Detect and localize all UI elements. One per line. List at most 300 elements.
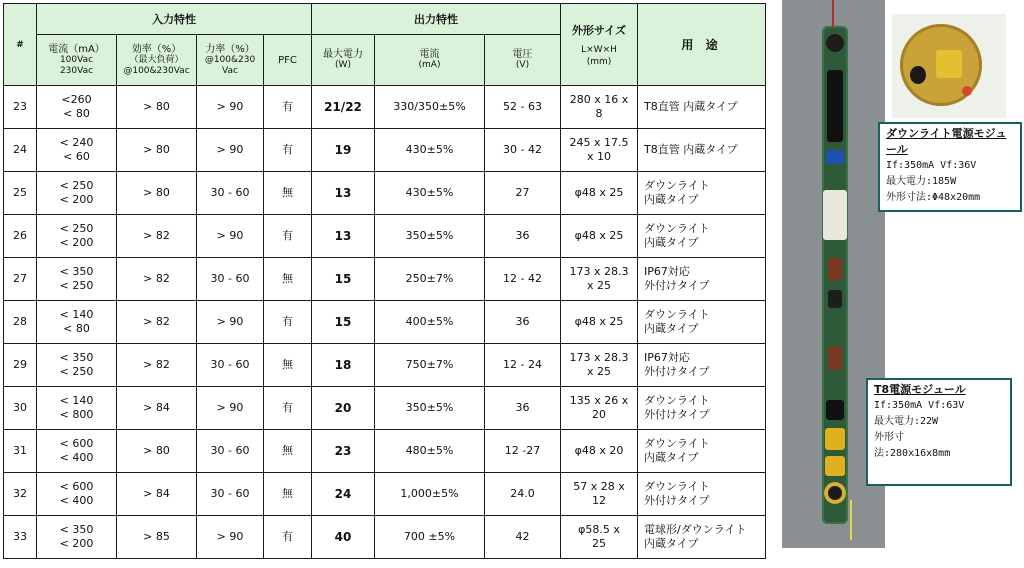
cell-pfc-line: 有 [282,143,293,156]
downlight-module-callout [878,122,1022,212]
downlight-transformer [936,50,962,78]
cell-dimensions [561,473,638,516]
downlight-callout-title: ダウンライト電源モジュール [886,127,1007,156]
cell-efficiency-line: > 85 [143,530,170,543]
cell-application-line: ダウンライト [644,480,710,493]
cell-power-factor-line: 30 - 60 [210,186,250,199]
downlight-callout-power: 最大電力:185W [886,176,957,187]
cell-dimensions-line: 245 x 17.5 [569,136,629,149]
cell-dimensions-line: 173 x 28.3 [569,265,629,278]
cell-efficiency-line: > 80 [143,100,170,113]
cell-power-factor-line: 30 - 60 [210,487,250,500]
cell-input-current-line: < 600 [59,437,94,450]
cell-max-power [312,344,375,387]
cell-pfc-line: 無 [282,358,293,371]
cell-voltage-line: 27 [515,186,530,199]
cell-dimensions [561,430,638,473]
cell-pfc-line: 有 [282,229,293,242]
cell-application-line: 外付けタイプ [644,494,710,507]
cell-input-current [37,387,117,430]
cell-dimensions [561,387,638,430]
t8-callout-power: 最大電力:22W [874,416,939,427]
cell-input-current-line: < 250 [59,279,94,292]
cell-output-current-line: 430±5% [405,186,454,199]
cell-input-current [37,344,117,387]
cell-dimensions-line: x 25 [586,279,611,292]
cell-output-current [375,516,485,559]
cell-voltage [485,86,561,129]
cell-input-current [37,129,117,172]
cell-voltage-line: 52 - 63 [503,100,542,113]
cell-efficiency [117,473,197,516]
cell-application-line: T8直管 内蔵タイプ [644,100,738,113]
cell-efficiency [117,258,197,301]
cell-max-power [312,129,375,172]
cell-input-current-line: < 80 [63,322,90,335]
cell-max-power-line: 15 [334,272,352,286]
cell-max-power [312,301,375,344]
cell-input-current-line: <260 [61,93,92,106]
header-efficiency [117,35,197,86]
header-max-power [312,35,375,86]
cell-num-line: 25 [13,186,27,199]
cell-output-current-line: 250±7% [405,272,454,285]
cell-dimensions-line: φ48 x 20 [574,444,624,457]
cell-output-current [375,215,485,258]
cell-output-current-line: 750±7% [405,358,454,371]
cell-application [638,344,766,387]
header-input-current [37,35,117,86]
cell-pfc-line: 無 [282,272,293,285]
cell-dimensions-line: 57 x 28 x [573,480,625,493]
cell-power-factor [197,430,264,473]
cell-dimensions-line: 280 x 16 x [569,93,629,106]
cell-pfc [264,86,312,129]
black-ic [826,400,844,420]
cell-application-line: IP67対応 [644,265,690,278]
cell-max-power [312,430,375,473]
cell-power-factor-line: 30 - 60 [210,272,250,285]
cell-efficiency [117,172,197,215]
cell-power-factor [197,129,264,172]
cell-pfc [264,215,312,258]
cell-max-power-line: 20 [334,401,352,415]
cell-input-current-line: < 400 [59,494,94,507]
cell-power-factor [197,387,264,430]
brown-capacitor-2 [828,346,842,370]
cell-input-current-line: < 240 [59,136,94,149]
cell-application [638,258,766,301]
cell-pfc [264,129,312,172]
cell-voltage-line: 12 -27 [504,444,541,457]
cell-voltage [485,172,561,215]
table-row [4,387,766,430]
cell-dimensions-line: x 10 [586,150,611,163]
cell-dimensions [561,129,638,172]
cell-dimensions-line: 8 [595,107,603,120]
cell-efficiency [117,516,197,559]
header-dimensions [561,4,638,86]
cell-pfc [264,516,312,559]
inductor-coil-top [826,34,844,52]
header-input-current-label: 電流（mA） [48,43,105,55]
cell-pfc [264,473,312,516]
cell-num-line: 31 [13,444,27,457]
cell-input-current-line: < 350 [59,351,94,364]
cell-max-power [312,172,375,215]
cell-max-power [312,258,375,301]
cell-input-current-line: < 800 [59,408,94,421]
cell-power-factor [197,86,264,129]
cell-voltage-line: 30 - 42 [503,143,542,156]
cell-output-current [375,86,485,129]
cell-efficiency-line: > 80 [143,444,170,457]
header-output-characteristics: 出力特性 [312,4,561,35]
cell-max-power-line: 40 [334,530,352,544]
cell-num [4,473,37,516]
red-wire [832,0,834,28]
cell-dimensions [561,258,638,301]
cell-power-factor-line: > 90 [216,315,244,328]
yellow-capacitor-1 [825,428,845,450]
cell-num [4,86,37,129]
cell-power-factor-line: 30 - 60 [210,444,250,457]
cell-output-current-line: 350±5% [405,401,454,414]
cell-efficiency [117,86,197,129]
cell-pfc-line: 有 [282,401,293,414]
cell-voltage-line: 36 [515,315,530,328]
cell-input-current-line: < 140 [59,308,94,321]
blue-capacitor [826,150,844,164]
t8-callout-size-label: 外形寸 [874,432,904,443]
cell-pfc [264,430,312,473]
cell-num [4,516,37,559]
cell-input-current [37,430,117,473]
cell-input-current [37,516,117,559]
header-voltage-label: 電圧 [512,49,533,60]
cell-num [4,344,37,387]
header-output-current-label: 電流 [419,49,440,60]
cell-input-current [37,473,117,516]
cell-output-current-line: 480±5% [405,444,454,457]
cell-output-current-line: 350±5% [405,229,454,242]
cell-application-line: ダウンライト [644,222,710,235]
cell-application-line: 外付けタイプ [644,279,710,292]
cell-voltage [485,215,561,258]
cell-application [638,129,766,172]
cell-output-current-line: 330/350±5% [393,100,466,113]
downlight-callout-size: 外形寸法:Φ48x20mm [886,192,981,203]
t8-module-callout [866,378,1012,486]
cell-voltage [485,258,561,301]
t8-callout-size: 法:280x16x8mm [874,448,951,459]
cell-dimensions-line: 173 x 28.3 [569,351,629,364]
cell-dimensions [561,172,638,215]
cell-input-current-line: < 350 [59,523,94,536]
cell-input-current [37,172,117,215]
header-efficiency-voltage: @100&230Vac [123,65,190,76]
cell-max-power-line: 13 [334,229,352,243]
cell-application-line: 内蔵タイプ [644,451,699,464]
cell-dimensions-line: φ48 x 25 [574,315,624,328]
cell-max-power-line: 19 [334,143,352,157]
cell-input-current [37,215,117,258]
table-row [4,86,766,129]
cell-dimensions-line: 12 [592,494,606,507]
cell-voltage-line: 24.0 [510,487,535,500]
cell-dimensions [561,86,638,129]
header-max-power-label: 最大電力 [323,49,363,60]
cell-power-factor-line: 30 - 60 [210,358,250,371]
yellow-wire [850,500,852,540]
cell-pfc-line: 有 [282,100,293,113]
cell-application [638,215,766,258]
cell-efficiency-line: > 82 [143,272,170,285]
header-output-current-unit: (mA) [418,60,441,70]
cell-pfc-line: 無 [282,444,293,457]
cell-power-factor-line: > 90 [216,229,244,242]
cell-num [4,215,37,258]
cell-pfc-line: 有 [282,530,293,543]
cell-max-power-line: 21/22 [324,100,362,114]
cell-dimensions [561,215,638,258]
cell-power-factor [197,344,264,387]
cell-max-power-line: 15 [334,315,352,329]
cell-max-power-line: 13 [334,186,352,200]
white-transformer [823,190,847,240]
cell-power-factor [197,172,264,215]
header-input-characteristics: 入力特性 [37,4,312,35]
cell-power-factor [197,258,264,301]
header-power-factor [197,35,264,86]
cell-efficiency [117,344,197,387]
table-row [4,473,766,516]
header-input-current-100: 100Vac [59,54,94,65]
cell-max-power-line: 18 [334,358,352,372]
cell-application-line: 外付けタイプ [644,408,710,421]
table-row [4,301,766,344]
cell-max-power [312,86,375,129]
cell-dimensions-line: φ58.5 x [578,523,620,536]
header-application: 用 途 [638,4,766,86]
cell-num-line: 23 [13,100,27,113]
header-pfc-label: PFC [278,54,297,66]
header-dimensions-title: 外形サイズ [571,23,627,37]
cell-num [4,430,37,473]
t8-callout-title: T8電源モジュール [874,383,966,396]
cell-application-line: 外付けタイプ [644,365,710,378]
cell-output-current [375,344,485,387]
header-voltage [485,35,561,86]
cell-pfc [264,387,312,430]
cell-voltage-line: 36 [515,229,530,242]
header-output-current [375,35,485,86]
cell-pfc-line: 無 [282,487,293,500]
header-dimensions-unit: (mm) [586,56,612,67]
cell-efficiency-line: > 82 [143,358,170,371]
cell-application [638,387,766,430]
cell-input-current-line: < 200 [59,193,94,206]
cell-input-current [37,86,117,129]
header-efficiency-load: （最大負荷） [129,54,184,65]
cell-power-factor-line: > 90 [216,530,244,543]
header-power-factor-at: @100&230 [204,54,256,65]
brown-capacitor-1 [828,258,842,280]
cell-pfc [264,172,312,215]
cell-efficiency-line: > 82 [143,315,170,328]
downlight-callout-current: If:350mA Vf:36V [886,160,977,171]
cell-application [638,430,766,473]
cell-efficiency-line: > 80 [143,186,170,199]
cell-pfc [264,301,312,344]
cell-power-factor [197,215,264,258]
cell-application [638,516,766,559]
cell-power-factor [197,473,264,516]
cell-dimensions-line: φ48 x 25 [574,186,624,199]
downlight-led-dot [962,86,972,96]
cell-dimensions-line: 20 [592,408,606,421]
cell-application [638,301,766,344]
header-max-power-unit: (W) [335,60,351,70]
cell-application-line: 内蔵タイプ [644,322,699,335]
cell-application-line: 電球形/ダウンライト [644,523,747,536]
cell-pfc-line: 有 [282,315,293,328]
cell-input-current [37,258,117,301]
header-power-factor-label: 力率（%） [205,43,255,55]
header-voltage-unit: (V) [515,60,530,70]
cell-application-line: ダウンライト [644,308,710,321]
cell-max-power [312,516,375,559]
cell-input-current-line: < 80 [63,107,90,120]
cell-max-power-line: 24 [334,487,352,501]
cell-application-line: ダウンライト [644,437,710,450]
table-row [4,258,766,301]
table-row [4,215,766,258]
black-component [828,290,842,308]
cell-max-power [312,473,375,516]
cell-application-line: 内蔵タイプ [644,236,699,249]
cell-voltage [485,301,561,344]
cell-num [4,301,37,344]
cell-dimensions [561,516,638,559]
cell-input-current [37,301,117,344]
cell-output-current [375,473,485,516]
cell-num-line: 26 [13,229,27,242]
cell-dimensions-line: 135 x 26 x [569,394,629,407]
cell-application-line: ダウンライト [644,394,710,407]
cell-output-current [375,301,485,344]
cell-max-power-line: 23 [334,444,352,458]
cell-application-line: ダウンライト [644,179,710,192]
cell-output-current-line: 400±5% [405,315,454,328]
cell-input-current-line: < 60 [63,150,90,163]
cell-efficiency-line: > 82 [143,229,170,242]
header-num: # [4,4,37,86]
cell-application-line: 内蔵タイプ [644,537,699,550]
cell-num-line: 33 [13,530,27,543]
header-pfc [264,35,312,86]
cell-efficiency-line: > 84 [143,401,170,414]
cell-dimensions [561,344,638,387]
cell-output-current [375,172,485,215]
spec-table-body [4,86,766,559]
cell-num [4,172,37,215]
header-input-current-230: 230Vac [59,65,94,76]
cell-output-current [375,258,485,301]
cell-dimensions-line: φ48 x 25 [574,229,624,242]
cell-power-factor-line: > 90 [216,401,244,414]
cell-application-line: IP67対応 [644,351,690,364]
cell-num [4,129,37,172]
cell-input-current-line: < 250 [59,365,94,378]
cell-efficiency-line: > 84 [143,487,170,500]
cell-input-current-line: < 140 [59,394,94,407]
cell-application [638,473,766,516]
cell-input-current-line: < 350 [59,265,94,278]
yellow-capacitor-2 [825,456,845,476]
table-row [4,430,766,473]
cell-dimensions [561,301,638,344]
inductor-coil-bottom [824,482,846,504]
table-row [4,516,766,559]
cell-dimensions-line: 25 [592,537,606,550]
cell-output-current [375,129,485,172]
cell-output-current [375,387,485,430]
cell-num [4,387,37,430]
cell-voltage-line: 12 - 24 [503,358,542,371]
cell-num-line: 32 [13,487,27,500]
cell-efficiency [117,430,197,473]
t8-callout-current: If:350mA Vf:63V [874,400,965,411]
table-row [4,344,766,387]
cell-voltage [485,430,561,473]
cell-application [638,172,766,215]
table-row [4,129,766,172]
cell-efficiency [117,215,197,258]
cell-efficiency [117,301,197,344]
cell-input-current-line: < 200 [59,537,94,550]
cell-voltage-line: 42 [515,530,530,543]
cell-input-current-line: < 250 [59,179,94,192]
ic-chip-top [827,70,843,142]
cell-max-power [312,215,375,258]
cell-pfc-line: 無 [282,186,293,199]
cell-output-current-line: 700 ±5% [403,530,456,543]
cell-application [638,86,766,129]
header-power-factor-vac: Vac [222,65,238,76]
cell-num-line: 29 [13,358,27,371]
cell-pfc [264,344,312,387]
cell-power-factor [197,516,264,559]
cell-input-current-line: < 200 [59,236,94,249]
cell-num-line: 24 [13,143,27,156]
cell-efficiency [117,387,197,430]
cell-num [4,258,37,301]
cell-power-factor-line: > 90 [216,100,244,113]
cell-input-current-line: < 400 [59,451,94,464]
spec-table [3,3,766,559]
cell-output-current-line: 1,000±5% [400,487,459,500]
cell-power-factor-line: > 90 [216,143,244,156]
cell-output-current-line: 430±5% [405,143,454,156]
cell-dimensions-line: x 25 [586,365,611,378]
cell-max-power [312,387,375,430]
cell-application-line: 内蔵タイプ [644,193,699,206]
cell-voltage [485,344,561,387]
cell-num-line: 27 [13,272,27,285]
cell-output-current [375,430,485,473]
cell-voltage-line: 12 - 42 [503,272,542,285]
